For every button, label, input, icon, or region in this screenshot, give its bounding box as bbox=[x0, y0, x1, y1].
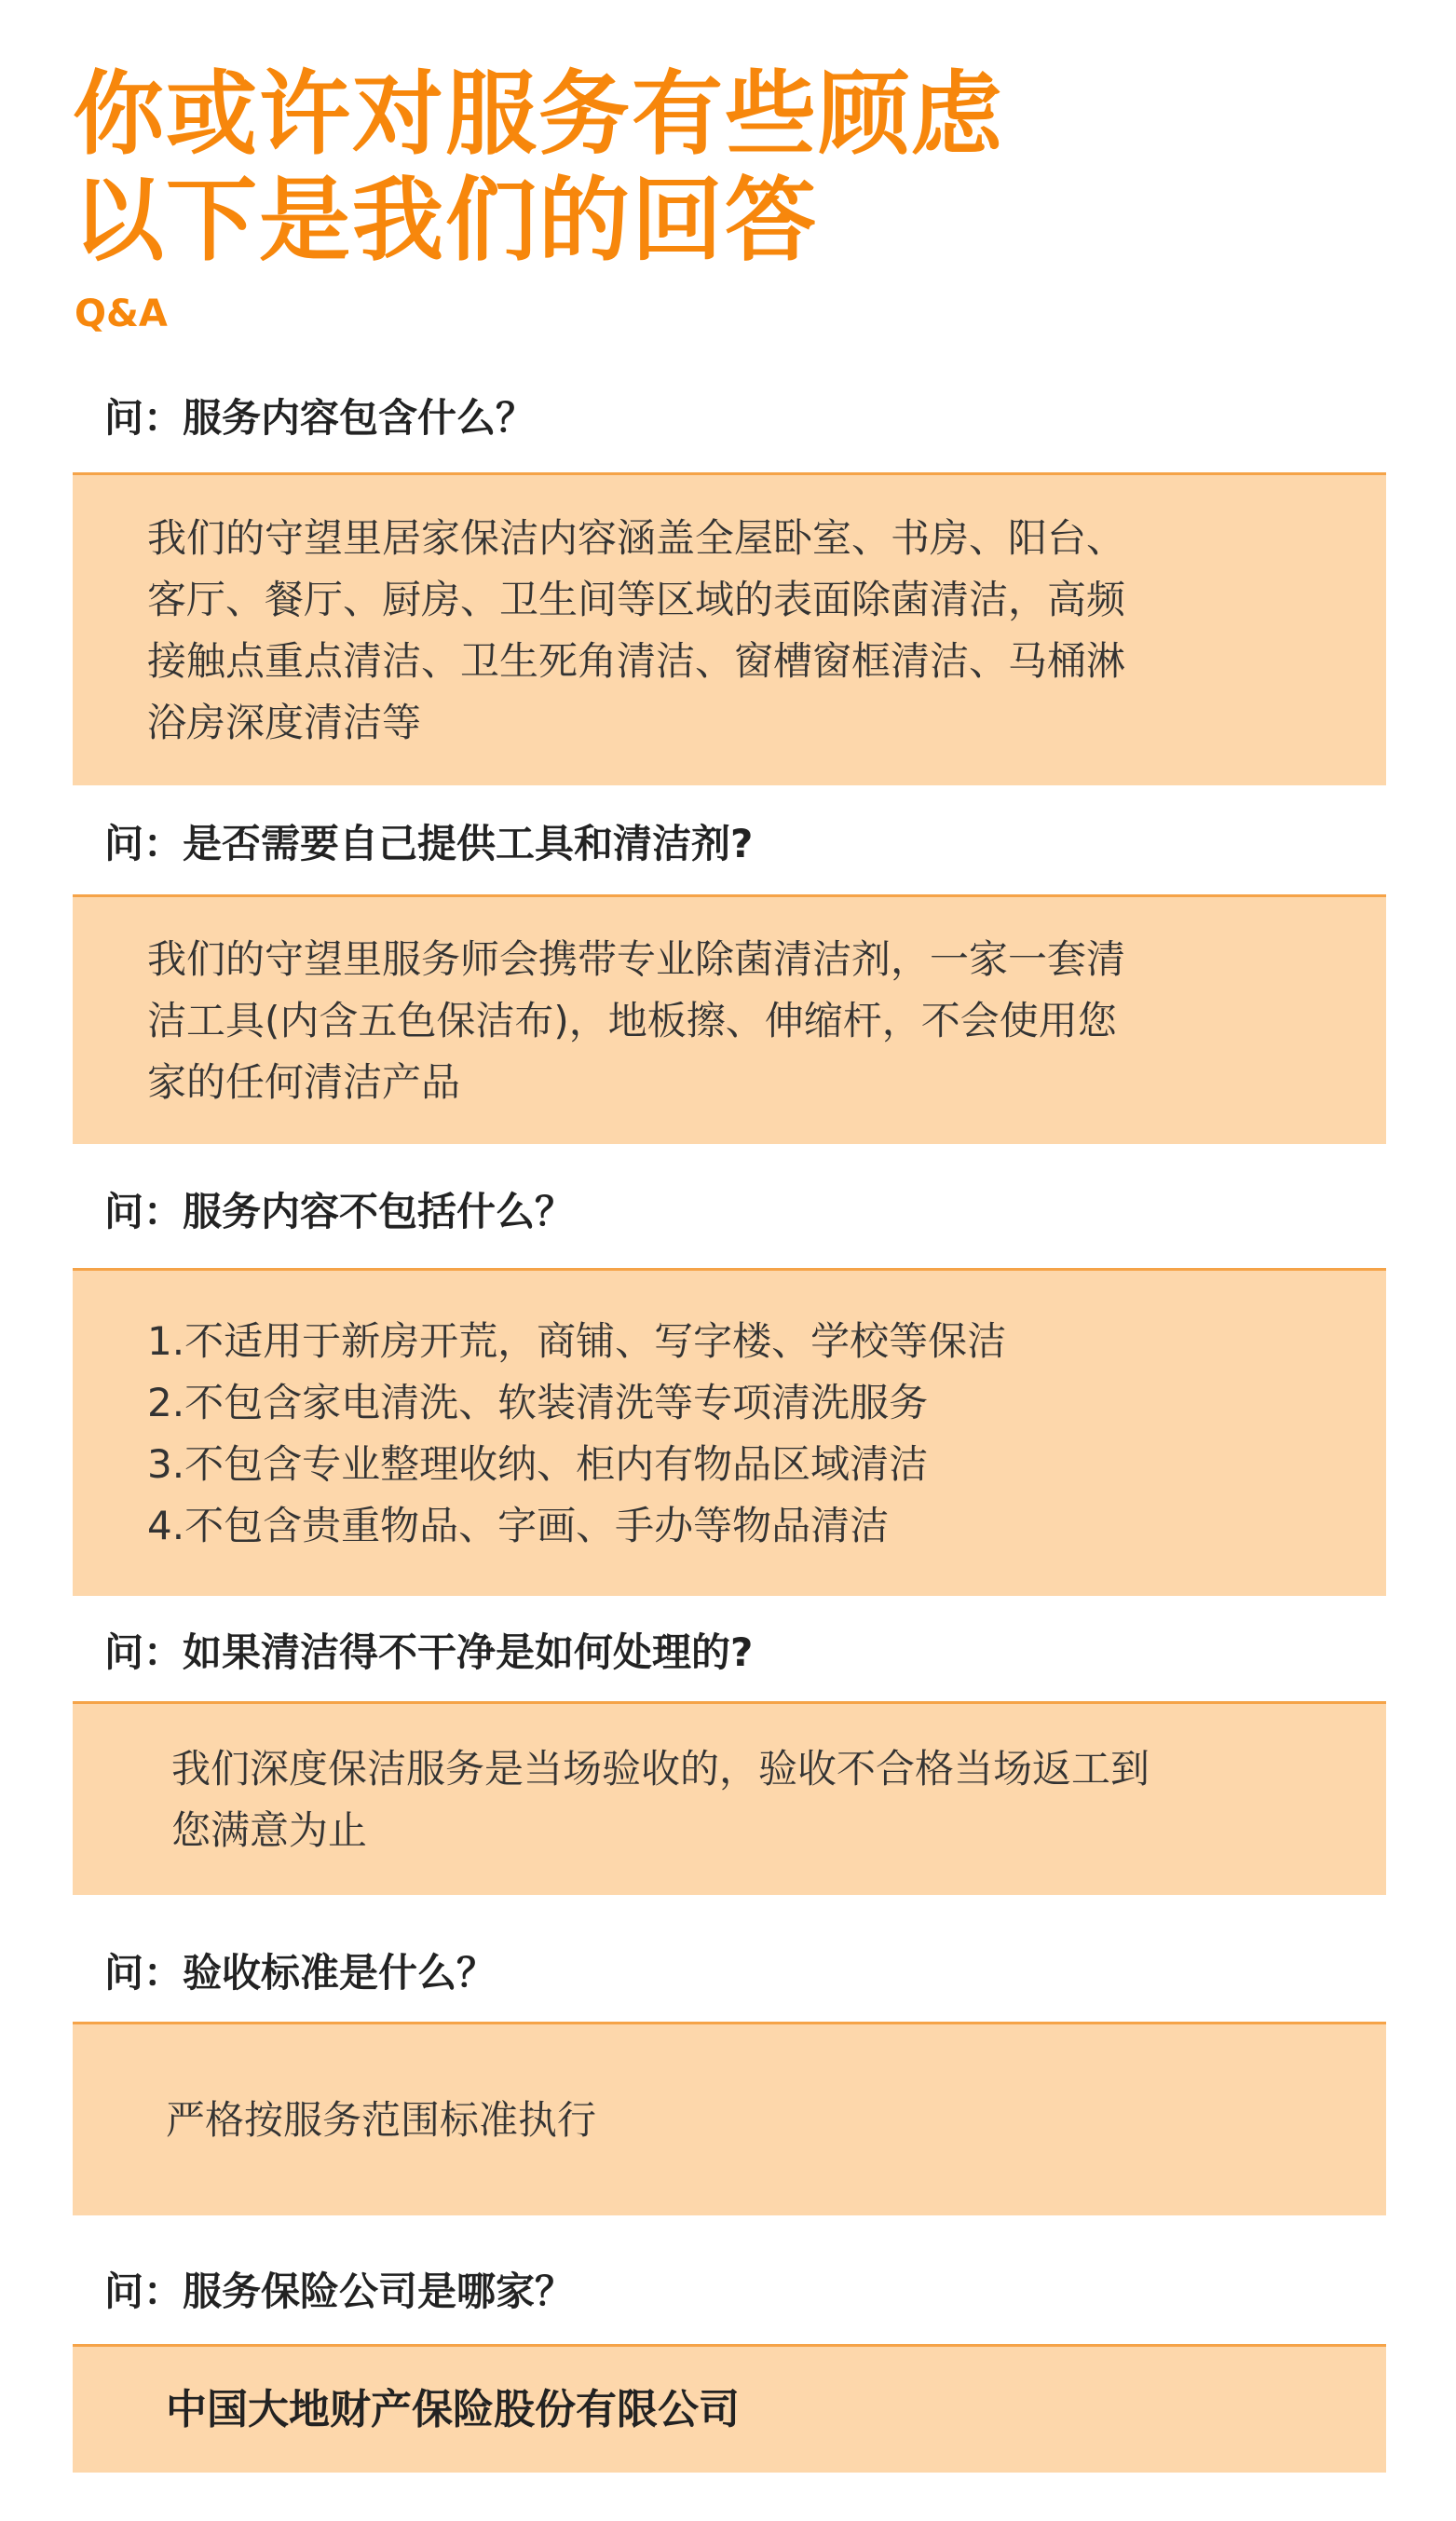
answer-box-4 bbox=[73, 1701, 1386, 1895]
answer-5-text bbox=[166, 2090, 1312, 2151]
answer-2-line-1: 我们的守望里服务师会携带专业除菌清洁剂，一家一套清 bbox=[147, 935, 1126, 982]
answer-3-line-4: 4.不包含贵重物品、字画、手办等物品清洁 bbox=[147, 1502, 890, 1548]
answer-1-line-4: 浴房深度清洁等 bbox=[147, 699, 422, 745]
answer-box-3 bbox=[73, 1268, 1386, 1596]
answer-1-line-2: 客厅、餐厅、厨房、卫生间等区域的表面除菌清洁，高频 bbox=[147, 576, 1126, 622]
page-title-line-2: 以下是我们的回答 bbox=[73, 168, 819, 274]
answer-6-text bbox=[166, 2379, 1312, 2441]
answer-box-2 bbox=[73, 894, 1386, 1144]
answer-4-line-2: 您满意为止 bbox=[171, 1806, 368, 1853]
answer-1-text bbox=[147, 508, 1312, 754]
answer-4-text bbox=[171, 1738, 1312, 1861]
question-1: 问：服务内容包含什么？ bbox=[104, 395, 536, 441]
page-title bbox=[73, 61, 1284, 274]
answer-4-line-1: 我们深度保洁服务是当场验收的，验收不合格当场返工到 bbox=[171, 1745, 1150, 1792]
answer-1-line-3: 接触点重点清洁、卫生死角清洁、窗槽窗框清洁、马桶淋 bbox=[147, 637, 1126, 684]
answer-3-line-1: 1.不适用于新房开荒，商铺、写字楼、学校等保洁 bbox=[147, 1317, 1007, 1364]
answer-2-line-3: 家的任何清洁产品 bbox=[147, 1058, 461, 1105]
answer-2-text bbox=[147, 929, 1312, 1113]
answer-3-line-3: 3.不包含专业整理收纳、柜内有物品区域清洁 bbox=[147, 1440, 929, 1487]
question-5: 问：验收标准是什么？ bbox=[104, 1950, 497, 1996]
answer-box-1 bbox=[73, 472, 1386, 785]
answer-box-5 bbox=[73, 2022, 1386, 2215]
question-2: 问：是否需要自己提供工具和清洁剂? bbox=[104, 821, 754, 866]
answer-box-6 bbox=[73, 2344, 1386, 2473]
answer-2-line-2: 洁工具(内含五色保洁布)，地板擦、伸缩杆，不会使用您 bbox=[147, 997, 1117, 1043]
answer-5-line-1: 严格按服务范围标准执行 bbox=[166, 2096, 597, 2143]
answer-3-line-2: 2.不包含家电清洗、软装清洗等专项清洗服务 bbox=[147, 1379, 929, 1425]
question-6: 问：服务保险公司是哪家？ bbox=[104, 2269, 575, 2314]
page-title-line-1: 你或许对服务有些顾虑 bbox=[73, 61, 1005, 168]
page-subtitle: Q&A bbox=[75, 293, 168, 335]
answer-6-line-1: 中国大地财产保险股份有限公司 bbox=[166, 2385, 740, 2433]
answer-1-line-1: 我们的守望里居家保洁内容涵盖全屋卧室、书房、阳台、 bbox=[147, 514, 1126, 561]
question-3: 问：服务内容不包括什么？ bbox=[104, 1189, 575, 1234]
question-4: 问：如果清洁得不干净是如何处理的? bbox=[104, 1629, 754, 1675]
answer-3-text bbox=[147, 1311, 1312, 1557]
